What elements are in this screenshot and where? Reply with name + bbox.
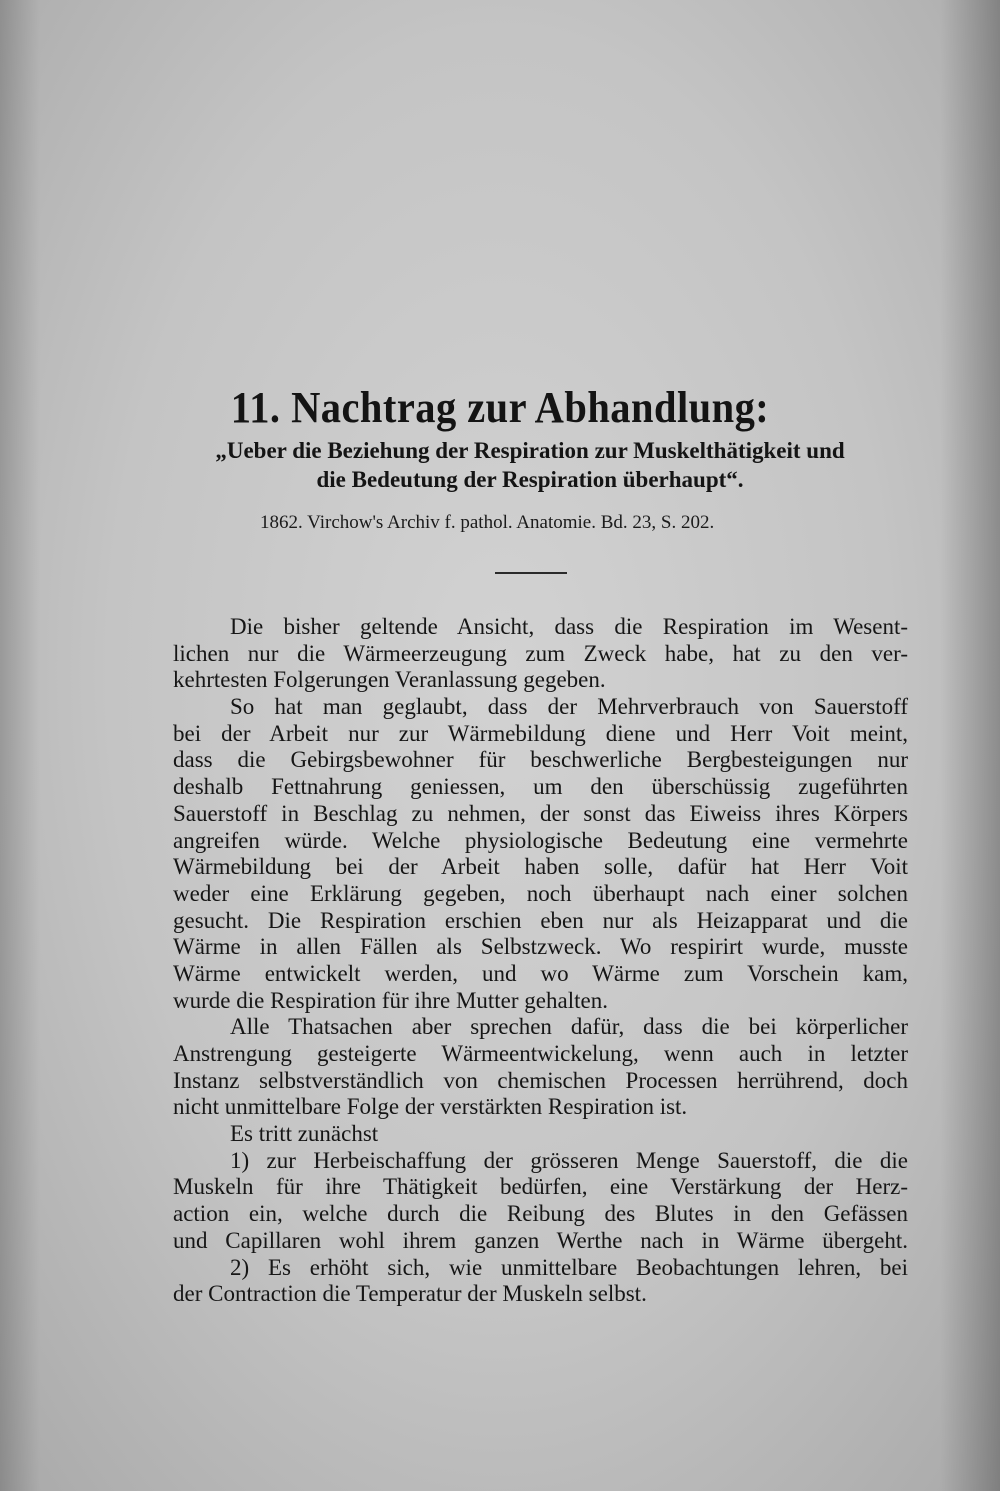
text-line: 1) zur Herbeischaffung der grösseren Menge Sauerstoff, die die bbox=[230, 1147, 908, 1173]
chapter-title: 11. Nachtrag zur Abhandlung: bbox=[230, 383, 770, 432]
text-line: Muskeln für ihre Thätigkeit bedürfen, eine Verstärkung der Herz- bbox=[173, 1174, 908, 1200]
text-line: Alle Thatsachen aber sprechen dafür, dass die bei körperlicher bbox=[230, 1014, 908, 1040]
text-line: Wärmebildung bei der Arbeit haben solle, dafür hat Herr Voit bbox=[173, 854, 908, 880]
subtitle-line: „Ueber die Beziehung der Respiration zur Muskelthätigkeit und bbox=[215, 438, 845, 463]
text-line: der Contraction die Temperatur der Muskeln selbst. bbox=[173, 1281, 647, 1307]
text-line: angreifen würde. Welche physiologische Bedeutung eine vermehrte bbox=[173, 827, 908, 853]
text-line: weder eine Erklärung gegeben, noch überhaupt nach einer solchen bbox=[173, 880, 908, 906]
text-line: gesucht. Die Respiration erschien eben nur als Heizapparat und die bbox=[173, 907, 908, 933]
page-edge-shadow-left bbox=[0, 0, 40, 1491]
text-line: 2) Es erhöht sich, wie unmittelbare Beobachtungen lehren, bei bbox=[230, 1254, 908, 1280]
subtitle-line: die Bedeutung der Respiration überhaupt“. bbox=[316, 467, 744, 492]
text-line: So hat man geglaubt, dass der Mehrverbrauch von Sauerstoff bbox=[230, 694, 908, 720]
text-line: deshalb Fettnahrung geniessen, um den überschüssig zugeführten bbox=[173, 774, 908, 800]
text-line: Wärme entwickelt werden, und wo Wärme zum Vorschein kam, bbox=[173, 960, 908, 986]
section-divider bbox=[495, 572, 567, 574]
text-line: Instanz selbstverständlich von chemischen Processen herrührend, doch bbox=[173, 1067, 908, 1093]
text-line: lichen nur die Wärmeerzeugung zum Zweck habe, hat zu den ver- bbox=[173, 640, 908, 666]
source-citation: 1862. Virchow's Archiv f. pathol. Anatomie. Bd. 23, S. 202. bbox=[260, 512, 715, 533]
text-line: kehrtesten Folgerungen Veranlassung gegeben. bbox=[173, 667, 606, 693]
text-line: wurde die Respiration für ihre Mutter gehalten. bbox=[173, 987, 608, 1013]
text-line: Anstrengung gesteigerte Wärmeentwickelung, wenn auch in letzter bbox=[173, 1041, 908, 1066]
text-line: Wärme in allen Fällen als Selbstzweck. Wo respirirt wurde, musste bbox=[173, 934, 908, 960]
text-line: nicht unmittelbare Folge der verstärkten Respiration ist. bbox=[173, 1094, 688, 1120]
text-line: action ein, welche durch die Reibung des Blutes in den Gefässen bbox=[173, 1201, 908, 1227]
text-line: Die bisher geltende Ansicht, dass die Respiration im Wesent- bbox=[230, 614, 908, 639]
body-text bbox=[173, 614, 908, 1308]
text-line: dass die Gebirgsbewohner für beschwerliche Bergbesteigungen nur bbox=[173, 747, 908, 773]
text-line: und Capillaren wohl ihrem ganzen Werthe nach in Wärme übergeht. bbox=[173, 1227, 908, 1253]
text-line: Es tritt zunächst bbox=[230, 1121, 379, 1147]
text-line: bei der Arbeit nur zur Wärmebildung diene und Herr Voit meint, bbox=[173, 720, 908, 746]
chapter-subtitle bbox=[150, 436, 910, 494]
page-edge-shadow-right bbox=[940, 0, 1000, 1491]
text-line: Sauerstoff in Beschlag zu nehmen, der sonst das Eiweiss ihres Körpers bbox=[173, 800, 908, 826]
